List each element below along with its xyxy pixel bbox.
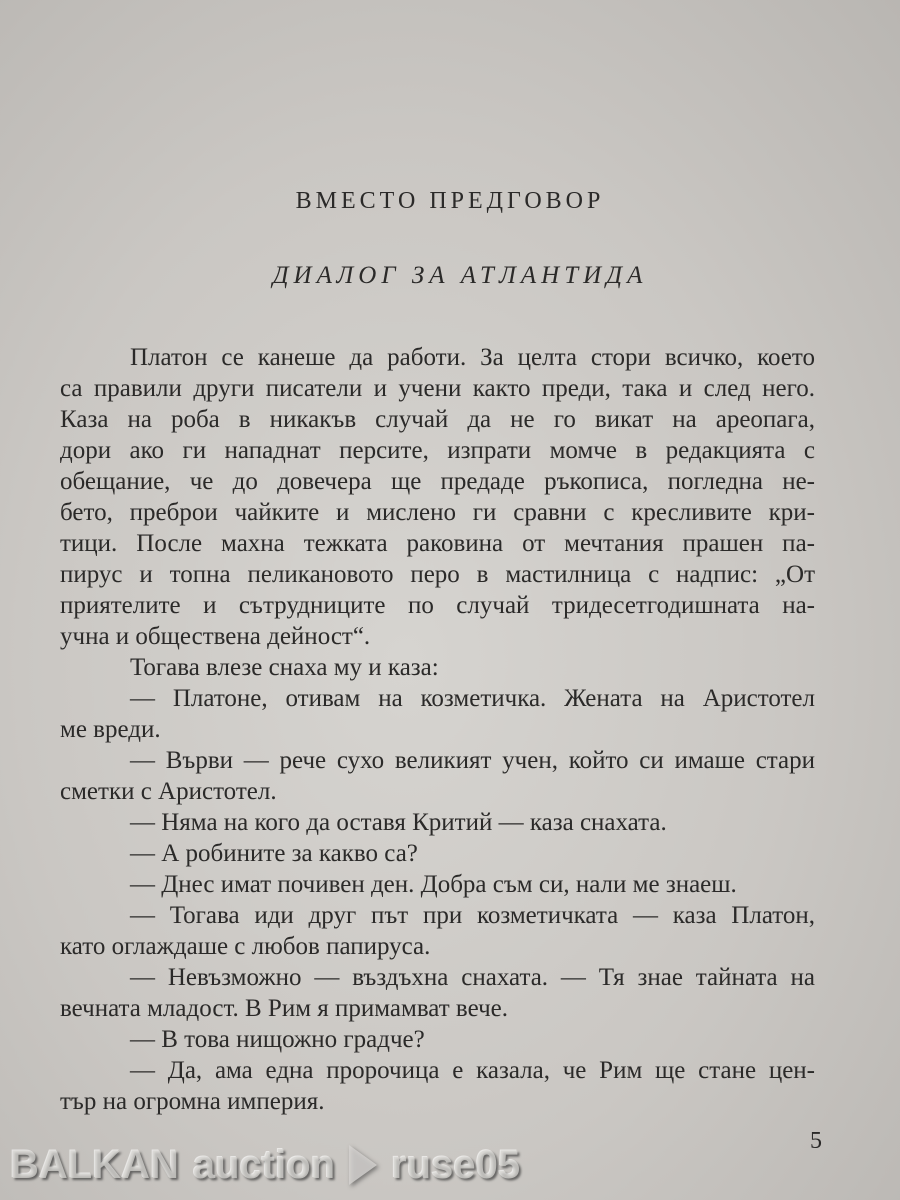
watermark-balkan: BALKAN (10, 1143, 179, 1187)
page-number: 5 (810, 1128, 822, 1154)
text-line: — Днес имат почивен ден. Добра съм си, нали ме знаеш. (130, 871, 737, 898)
text-line: — В това нищожно градче? (130, 1026, 425, 1053)
watermark-ruse05: ruse05 (391, 1143, 521, 1187)
text-line: — Върви — рече сухо великият учен, който си имаше стари (130, 747, 815, 774)
text-line: приятелите и сътрудниците по случай тридесетгодишната на- (60, 592, 815, 619)
text-line: — Няма на кого да оставя Критий — каза снахата. (130, 809, 667, 836)
play-triangle-icon (349, 1145, 377, 1185)
text-line: — Платоне, отивам на козметичка. Жената на Аристотел (130, 685, 815, 712)
text-line: — А робините за какво са? (130, 840, 418, 867)
text-line: Платон се канеше да работи. За целта стори всичко, което (130, 344, 815, 371)
watermark-auction: auction (192, 1143, 336, 1187)
text-line: пирус и топна пеликановото перо в мастилница с надпис: „От (60, 561, 815, 588)
chapter-subheading: ДИАЛОГ ЗА АТЛАНТИДА (272, 262, 648, 289)
text-line: обещание, че до довечера ще предаде ръкописа, погледна не- (60, 468, 815, 495)
text-line: са правили други писатели и учени както преди, така и след него. (60, 375, 815, 402)
text-line: бето, преброи чайките и мислено ги сравни с кресливите кри- (60, 499, 815, 526)
text-line: Тогава влезе снаха му и каза: (130, 654, 439, 681)
text-line: като оглаждаше с любов папируса. (60, 933, 431, 960)
text-line: ме вреди. (60, 716, 161, 743)
chapter-heading: ВМЕСТО ПРЕДГОВОР (295, 188, 605, 214)
text-line: — Невъзможно — въздъхна снахата. — Тя знае тайната на (130, 964, 815, 991)
text-line: тици. После махна тежката раковина от мечтания прашен па- (60, 530, 815, 557)
text-line: — Да, ама една пророчица е казала, че Рим ще стане цен- (130, 1057, 815, 1084)
text-line: сметки с Аристотел. (60, 778, 277, 805)
text-line: вечната младост. В Рим я примамват вече. (60, 995, 508, 1022)
text-line: дори ако ги нападнат персите, изпрати момче в редакцията с (60, 437, 815, 464)
watermark (10, 1140, 520, 1190)
text-line: — Тогава иди друг път при козметичката — каза Платон, (130, 902, 815, 929)
text-line: тър на огромна империя. (60, 1088, 325, 1115)
text-line: учна и обществена дейност“. (60, 623, 371, 650)
text-line: Каза на роба в никакъв случай да не го викат на ареопага, (60, 406, 815, 433)
